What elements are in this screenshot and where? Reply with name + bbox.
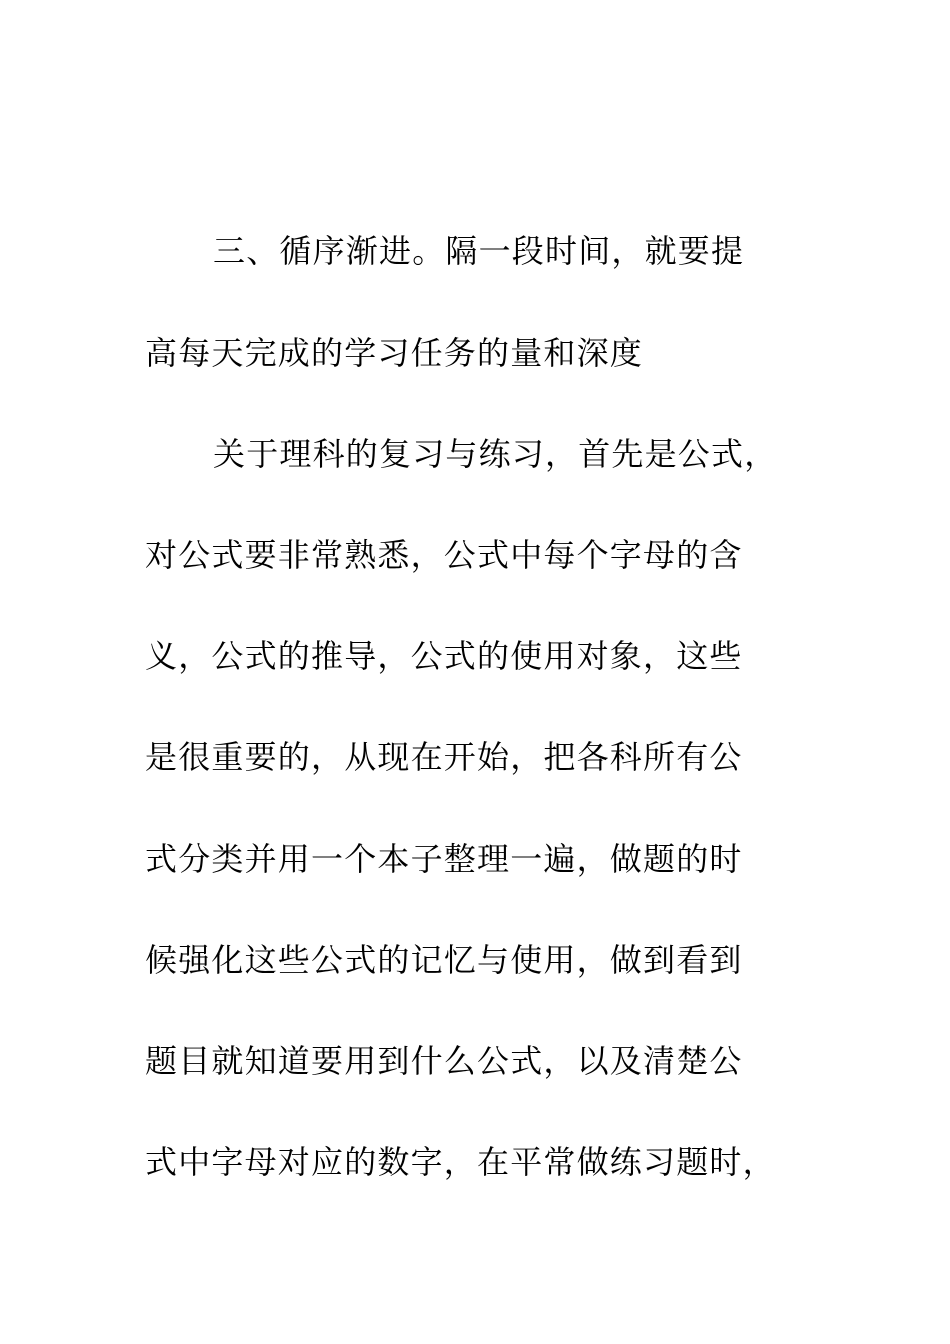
paragraph-2-line-5: 式分类并用一个本子整理一遍，做题的时 (145, 840, 743, 878)
paragraph-2-line-4: 是很重要的，从现在开始，把各科所有公 (145, 738, 743, 776)
paragraph-1-line-2: 高每天完成的学习任务的量和深度 (145, 334, 644, 372)
paragraph-2-line-7: 题目就知道要用到什么公式，以及清楚公 (145, 1042, 743, 1080)
paragraph-1-line-1: 三、循序渐进。隔一段时间，就要提 (213, 232, 745, 270)
paragraph-2-line-2: 对公式要非常熟悉，公式中每个字母的含 (145, 536, 743, 574)
paragraph-2-line-1: 关于理科的复习与练习，首先是公式， (213, 435, 778, 473)
paragraph-2-line-3: 义，公式的推导，公式的使用对象，这些 (145, 637, 743, 675)
paragraph-2-line-8: 式中字母对应的数字，在平常做练习题时， (145, 1143, 776, 1181)
paragraph-2-line-6: 候强化这些公式的记忆与使用，做到看到 (145, 941, 743, 979)
